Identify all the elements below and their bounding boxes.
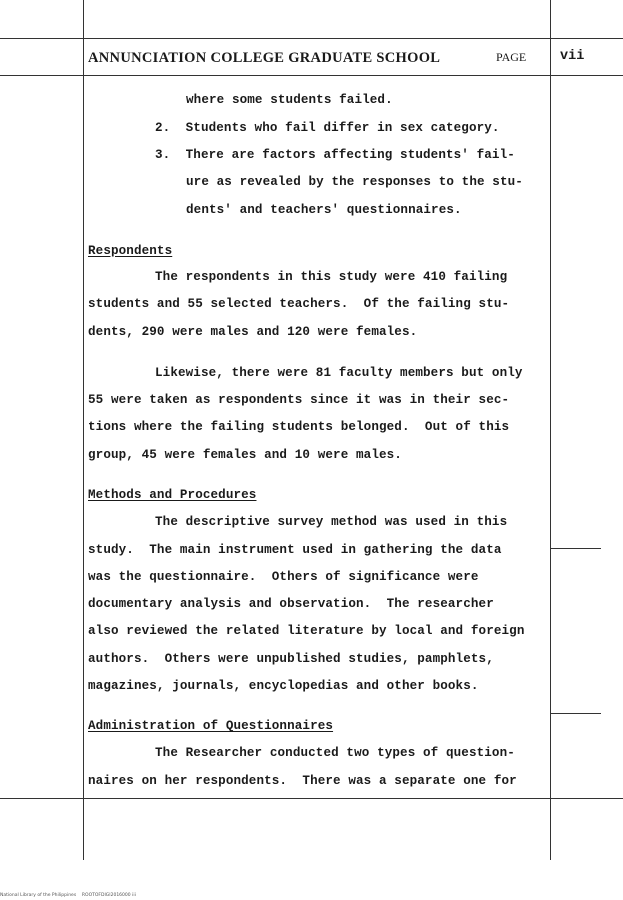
text-line: dents, 290 were males and 120 were females. — [88, 325, 418, 339]
text-line: The descriptive survey method was used in this — [155, 515, 508, 529]
section-heading-administration: Administration of Questionnaires — [88, 719, 334, 733]
school-header: ANNUNCIATION COLLEGE GRADUATE SCHOOL — [88, 50, 441, 66]
section-heading-methods: Methods and Procedures — [88, 488, 257, 502]
text-line: The respondents in this study were 410 failing — [155, 270, 508, 284]
text-line: also reviewed the related literature by local and foreign — [88, 624, 525, 638]
header-top-rule — [0, 38, 623, 39]
text-line: students and 55 selected teachers. Of the failing stu- — [88, 297, 510, 311]
margin-tick-1 — [551, 548, 601, 549]
text-line: group, 45 were females and 10 were males. — [88, 448, 402, 462]
text-line: naires on her respondents. There was a separate one for — [88, 774, 517, 788]
right-margin-rule — [550, 0, 551, 860]
footer-rule — [0, 798, 623, 799]
left-margin-rule — [83, 0, 84, 860]
text-line: Likewise, there were 81 faculty members but only — [155, 366, 523, 380]
text-line: authors. Others were unpublished studies, pamphlets, — [88, 652, 494, 666]
text-line: The Researcher conducted two types of question- — [155, 746, 515, 760]
text-line: 55 were taken as respondents since it was in their sec- — [88, 393, 510, 407]
text-line: study. The main instrument used in gathering the data — [88, 543, 502, 557]
section-heading-respondents: Respondents — [88, 244, 173, 258]
text-line: ure as revealed by the responses to the stu- — [186, 175, 523, 189]
scan-footer: National Library of the Philippines ROOTOFDIGI2016000 iii — [0, 893, 136, 898]
text-line: magazines, journals, encyclopedias and other books. — [88, 679, 479, 693]
page-number: vii — [560, 49, 585, 64]
text-line: dents' and teachers' questionnaires. — [186, 203, 462, 217]
text-line: documentary analysis and observation. The researcher — [88, 597, 494, 611]
text-line: where some students failed. — [186, 93, 393, 107]
text-line: tions where the failing students belonged. Out of this — [88, 420, 510, 434]
list-item: 3. There are factors affecting students' fail- — [155, 148, 515, 162]
margin-tick-2 — [551, 713, 601, 714]
list-item: 2. Students who fail differ in sex category. — [155, 121, 500, 135]
text-line: was the questionnaire. Others of significance were — [88, 570, 479, 584]
header-bottom-rule — [0, 75, 623, 76]
page-label: PAGE — [496, 50, 527, 64]
